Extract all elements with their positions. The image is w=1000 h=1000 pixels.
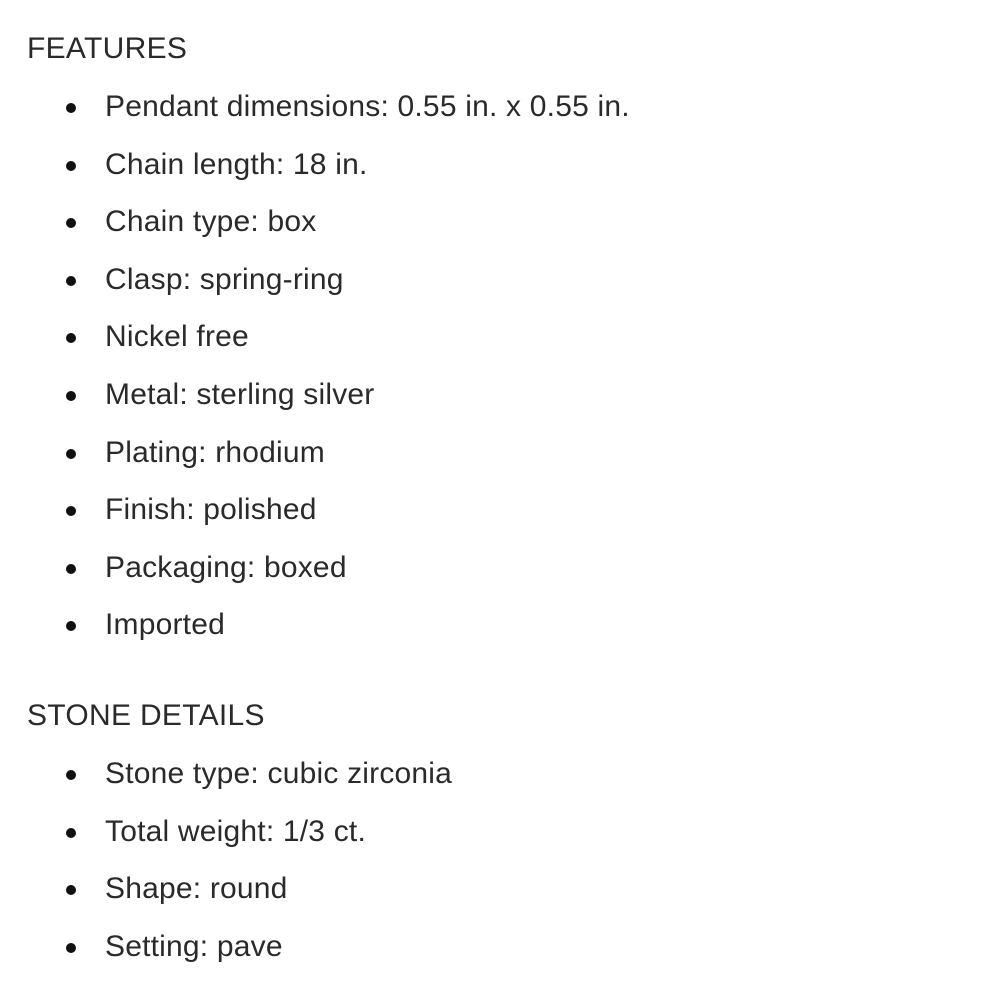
feature-chain-type: Chain type: box (105, 205, 317, 239)
bullet-icon (66, 333, 76, 343)
list-item (0, 607, 1000, 665)
bullet-icon (66, 161, 76, 171)
stone-details-heading: STONE DETAILS (27, 699, 265, 732)
list-item (0, 435, 1000, 493)
list-item (0, 319, 1000, 377)
bullet-icon (66, 621, 76, 631)
bullet-icon (66, 218, 76, 228)
bullet-icon (66, 828, 76, 838)
list-item (0, 204, 1000, 262)
list-item (0, 814, 1000, 872)
list-item (0, 89, 1000, 147)
feature-finish: Finish: polished (105, 493, 317, 527)
stone-type: Stone type: cubic zirconia (105, 757, 453, 790)
bullet-icon (66, 103, 76, 113)
list-item (0, 262, 1000, 320)
bullet-icon (66, 276, 76, 286)
list-item (0, 147, 1000, 205)
stone-shape: Shape: round (105, 872, 288, 906)
list-item (0, 550, 1000, 608)
list-item (0, 377, 1000, 435)
feature-clasp: Clasp: spring-ring (105, 262, 344, 296)
stone-details-list (0, 756, 1000, 986)
bullet-icon (66, 391, 76, 401)
feature-imported: Imported (105, 608, 225, 642)
list-item (0, 756, 1000, 814)
bullet-icon (66, 506, 76, 516)
bullet-icon (66, 885, 76, 895)
features-heading: FEATURES (27, 32, 188, 65)
feature-nickel-free: Nickel free (105, 320, 249, 354)
feature-chain-length: Chain length: 18 in. (105, 147, 368, 181)
feature-plating: Plating: rhodium (105, 435, 325, 469)
stone-setting: Setting: pave (105, 929, 283, 963)
stone-total-weight: Total weight: 1/3 ct. (105, 814, 367, 848)
list-item (0, 871, 1000, 929)
list-item (0, 929, 1000, 987)
list-item (0, 492, 1000, 550)
feature-metal: Metal: sterling silver (105, 377, 375, 411)
bullet-icon (66, 449, 76, 459)
bullet-icon (66, 943, 76, 953)
bullet-icon (66, 564, 76, 574)
features-list (0, 89, 1000, 665)
bullet-icon (66, 770, 76, 780)
feature-packaging: Packaging: boxed (105, 550, 347, 584)
feature-pendant-dimensions: Pendant dimensions: 0.55 in. x 0.55 in. (105, 90, 630, 123)
